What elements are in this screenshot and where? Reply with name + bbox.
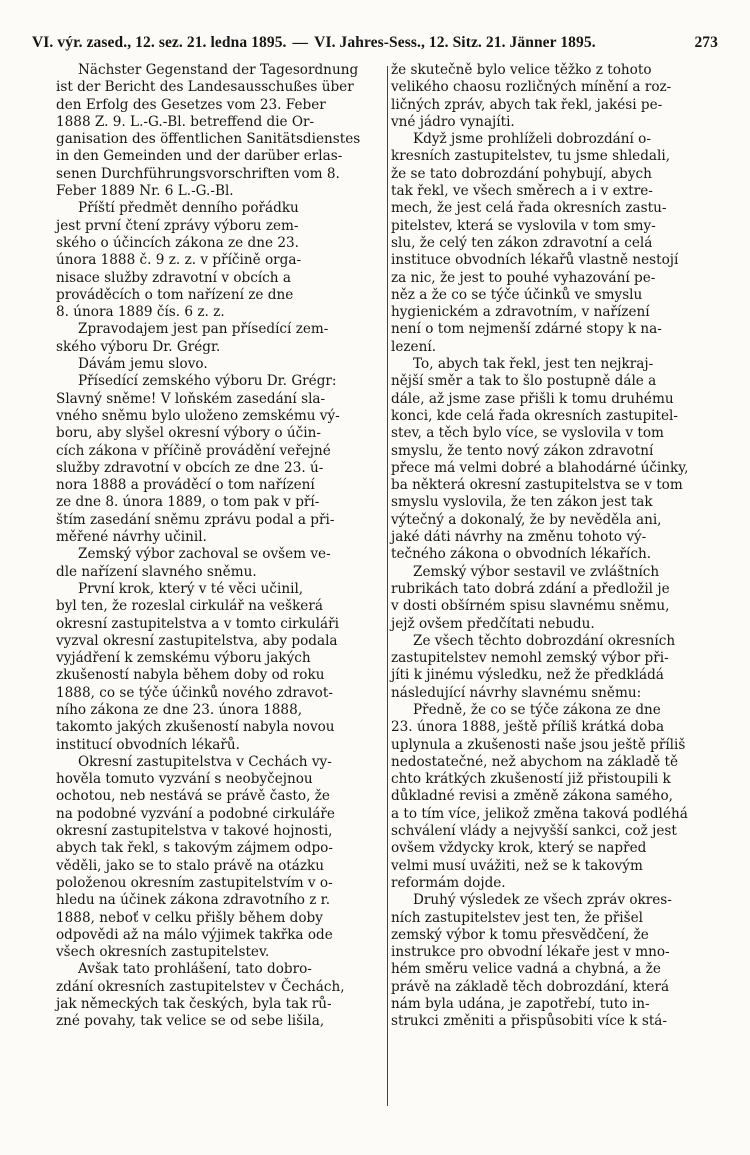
page-number: 273	[694, 34, 718, 51]
right-column-paragraph: Zemský výbor sestavil ve zvláštních rubrikách tato dobrá zdání a předložil je v dosti obšírném spisu slavnému sněmu, jejž ovšem předčítati nebudu.	[391, 563, 670, 632]
left-column-paragraph: Zpravodajem jest pan přísedící zem- ského výboru Dr. Grégr.	[56, 321, 329, 355]
right-column-paragraph: Ze všech těchto dobrozdání okresních zastupitelstev nemohl zemský výbor při- jíti k jinému výsledku, než že předkládá následující návrhy slavnému sněmu:	[391, 632, 676, 701]
right-column-paragraph: To, abych tak řekl, jest ten nejkraj- nější směr a tak to šlo postupně dále a dále, až jsme zase přišli k tomu druhému konci, kde celá řada okresních zastupitel- stev, a těch bylo více, se vyslovila v tom smyslu, že tento nový zákon zdravotní přece má velmi dobré a blahodárné účinky, ba některá okresní zastupitelstva se v tom smyslu vyslovila, že ten zákon jest tak výtečný a dokonalý, že by nevěděla ani, jaké dáti návrhy na změnu tohoto vý- tečného zákona o obvodních lékařích.	[391, 356, 689, 563]
running-header	[32, 34, 718, 52]
header-czech	[32, 34, 596, 52]
right-column-paragraph: Předně, že co se týče zákona ze dne 23. února 1888, ještě příliš krátká doba uplynula a zkušenosti naše jsou ještě příliš nedostatečné, než abychom na základě tě chto krátkých zkušeností již přistoupili k důkladné revisi a změně zákona samého, a to tím více, jelikož změna taková podléhá schválení vlády a nejvyšší sankci, což jest ovšem vždycky krok, který se napřed velmi musí uvážiti, než se k takovým reformám dojde.	[391, 701, 688, 891]
left-column-paragraph: Dávám jemu slovo.	[78, 356, 208, 373]
left-column-paragraph: Avšak tato prohlášení, tato dobro- zdání okresních zastupitelstev v Čechách, jak německých tak českých, byla tak rů- zné povahy, tak velice se od sebe lišila,	[56, 961, 345, 1030]
left-column-paragraph: Zemský výbor zachoval se ovšem ve- dle nařízení slavného sněmu.	[56, 546, 331, 580]
left-column	[56, 62, 384, 1031]
left-column-paragraph: Přísedící zemského výboru Dr. Grégr: Slavný sněme! V loňském zasedání sla- vného sněmu bylo uloženo zemskému vý- boru, aby slyšel okresní výbory o účin- cích zákona v příčině provádění veřejné služby zdravotní v obcích ze dne 23. ú- nora 1888 a prováděcí o tom nařízení ze dne 8. února 1889, o tom pak v pří- štím zasedání sněmu zprávu podal a při- měřené návrhy učinil.	[56, 373, 340, 546]
left-column-paragraph: Příští předmět denního pořádku jest první čtení zprávy výboru zem- ského o účincích zákona ze dne 23. února 1888 č. 9 z. z. v příčině orga- nisace služby zdravotní v obcích a prováděcích o tom nařízení ze dne 8. února 1889 čís. 6 z. z.	[56, 200, 302, 321]
right-column-paragraph: Když jsme prohlíželi dobrozdání o- kresních zastupitelstev, tu jsme shledali, že se tato dobrozdání pohybují, abych tak řekl, ve všech směrech a i v extre- mech, že jest celá řada okresních zastu- pitelstev, která se vyslovila v tom smy- slu, že celý ten zákon zdravotní a celá instituce obvodních lékařů vlastně nestojí za nic, že jest to pouhé vyhazování pe- něz a že co se týče účinků ve smyslu hygienickém a zdravotním, v nařízení není o tom nejmenší zdárné stopy k na- lezení.	[391, 131, 679, 355]
right-column	[391, 62, 721, 1031]
left-column-paragraph: První krok, který v té věci učinil, byl ten, že rozeslal cirkulář na veškerá okresní zastupitelstva a v tomto cirkuláři vyzval okresní zastupitelstva, aby podala vyjádření k zemskému výboru jakých zkušeností nabyla během doby od roku 1888, co se týče účinků nového zdravot- ního zákona ze dne 23. února 1888, takomto jakých zkušeností nabyla novou institucí obvodních lékařů.	[56, 580, 339, 753]
left-column-paragraph: Okresní zastupitelstva v Cechách vy- hověla tomuto vyzvání s neobyčejnou ochotou, neb nestává se právě často, že na podobné vyzvání a podobné cirkuláře okresní zastupitelstva v takové hojnosti, abych tak řekl, s takovým zájmem odpo- věděli, jako se to stalo právě na otázku položenou okresním zastupitelstvím v o- hledu na účinek zákona zdravotního z r. 1888, neboť v celku přišly během doby odpovědi až na málo výjimek takřka ode všech okresních zastupitelstev.	[56, 753, 335, 961]
header-right-text: VI. Jahres-Sess., 12. Sitz. 21. Jänner 1895.	[314, 34, 596, 51]
right-column-paragraph: Druhý výsledek ze všech zpráv okres- ních zastupitelstev jest ten, že přišel zemský výbor k tomu přesvědčení, že instrukce pro obvodní lékaře jest v mno- hém směru velice vadná a chybná, a že právě na základě těch dobrozdání, která nám byla udána, je zapotřebí, tuto in- strukci změniti a přispůsobiti více k stá-	[391, 892, 672, 1030]
left-column-paragraph: Nächster Gegenstand der Tagesordnung ist der Bericht des Landesausschußes über den Erfolg des Gesetzes vom 23. Feber 1888 Z. 9. L.-G.-Bl. betreffend die Or- ganisation des öffentlichen Sanitätsdienstes in den Gemeinden und der darüber erlas- senen Durchführungsvorschriften vom 8. Feber 1889 Nr. 6 L.-G.-Bl.	[56, 62, 361, 200]
header-left-text: VI. výr. zased., 12. sez. 21. ledna 1895.	[32, 34, 287, 51]
header-dash: —	[292, 34, 309, 51]
right-column-paragraph: že skutečně bylo velice těžko z tohoto velikého chaosu rozličných mínění a roz- ličných zpráv, abych tak řekl, jakési pe- vné jádro vynajíti.	[391, 62, 672, 130]
column-divider	[387, 66, 388, 1106]
